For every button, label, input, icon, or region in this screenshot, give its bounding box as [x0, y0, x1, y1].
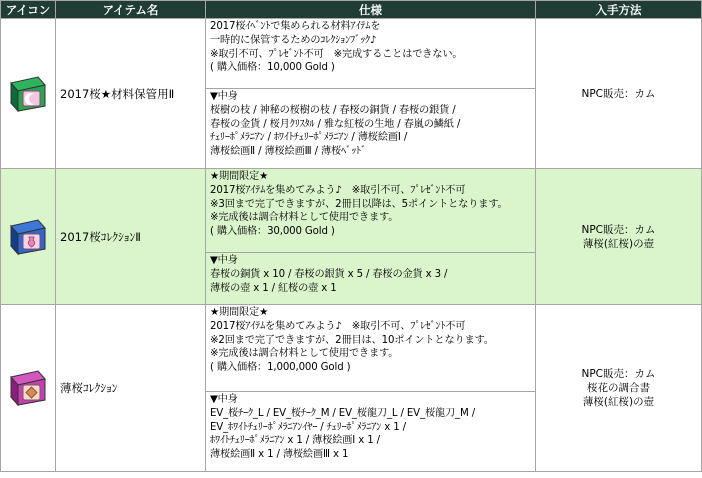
contents-line: ▼中身 [210, 91, 238, 102]
header-icon: アイコン [1, 1, 56, 19]
spec-line: ★期間限定★ [210, 307, 269, 318]
item-icon-cell [1, 19, 56, 169]
spec-line: ※完成後は調合材料として使用できます。 [210, 212, 399, 224]
acquisition-line: 桜花の調合書 [587, 382, 650, 394]
spec-line: ※3回まで完了できますが、2冊目以降は、5ポイントとなります。 [210, 198, 508, 210]
spec-line: 2017桜ｱｲﾃﾑを集めてみよう♪ ※取引不可、ﾌﾟﾚｾﾞﾝﾄ不可 [210, 184, 466, 196]
acquisition-line: 薄桜(紅桜)の壺 [582, 237, 655, 250]
contents-line: 桜樹の枝 / 神秘の桜樹の枝 / 春桜の銅貨 / 春桜の銀貨 / [210, 104, 456, 116]
item-row-3 [1, 305, 702, 392]
item-acquisition [536, 169, 702, 305]
purple-book-icon [8, 367, 48, 409]
item-icon-cell [1, 169, 56, 305]
contents-line: 薄桜の壺 x 1 / 紅桜の壺 x 1 [210, 282, 337, 294]
contents-line: 薄桜絵画Ⅱ x 1 / 薄桜絵画Ⅲ x 1 [210, 449, 349, 461]
item-name: 薄桜ｺﾚｸｼｮﾝ [56, 305, 206, 472]
contents-line: 春桜の銅貨 x 10 / 春桜の銀貨 x 5 / 春桜の金貨 x 3 / [210, 268, 448, 280]
item-acquisition [536, 305, 702, 472]
acquisition-line: NPC販売：カム [581, 87, 656, 100]
item-acquisition [536, 19, 702, 169]
item-icon-cell [1, 305, 56, 472]
spec-line: ※完成後は調合材料として使用できます。 [210, 348, 399, 360]
spec-line: ★期間限定★ [210, 171, 269, 182]
blue-book-icon [8, 216, 48, 258]
item-spec [206, 305, 536, 392]
contents-line: 春桜の金貨 / 桜月ｸﾘｽﾀﾙ / 雅な紅桜の生地 / 春嵐の鱗紙 / [210, 118, 461, 130]
spec-line: ※2回まで完了できますが、2冊目は、10ポイントとなります。 [210, 334, 494, 346]
spec-line: ( 購入価格：10,000 Gold ) [210, 62, 335, 74]
contents-line: ﾎﾜｲﾄﾁｪﾘｰﾎﾟﾒﾗﾆｱﾝ x 1 / 薄桜絵画Ⅰ x 1 / [210, 435, 380, 447]
contents-line: ▼中身 [210, 394, 238, 405]
spec-line: 2017桜ｲﾍﾞﾝﾄで集められる材料ｱｲﾃﾑを [210, 21, 381, 32]
spec-line: ( 購入価格：1,000,000 Gold ) [210, 362, 351, 374]
header-acquisition: 入手方法 [536, 1, 702, 19]
spec-line: 一時的に保管するためのｺﾚｸｼｮﾝﾌﾞｯｸ♪ [210, 34, 377, 46]
item-spec [206, 169, 536, 253]
item-name: 2017桜★材料保管用Ⅱ [56, 19, 206, 169]
item-contents [206, 89, 536, 169]
header-spec: 仕様 [206, 1, 536, 19]
item-row-1 [1, 19, 702, 89]
item-row-2 [1, 169, 702, 253]
item-contents [206, 253, 536, 305]
header-row [1, 1, 702, 19]
acquisition-line: NPC販売：カム [581, 223, 656, 236]
spec-line: ※取引不可、ﾌﾟﾚｾﾞﾝﾄ不可 ※完成することはできない。 [210, 48, 463, 60]
header-item-name: アイテム名 [56, 1, 206, 19]
item-spec [206, 19, 536, 89]
contents-line: ▼中身 [210, 255, 238, 266]
acquisition-line: NPC販売：カム [581, 368, 656, 380]
contents-line: 薄桜絵画Ⅱ / 薄桜絵画Ⅲ / 薄桜ﾍﾞｯﾄﾞ [210, 146, 367, 158]
acquisition-line: 薄桜(紅桜)の壺 [582, 396, 655, 408]
green-book-icon [8, 73, 48, 115]
contents-line: EV_ﾎﾜｲﾄﾁｪﾘｰﾎﾟﾒﾗﾆｱﾝｲﾔｰ / ﾁｪﾘｰﾎﾟﾒﾗﾆｱﾝ x 1 / [210, 421, 406, 433]
item-name: 2017桜ｺﾚｸｼｮﾝⅡ [56, 169, 206, 305]
contents-line: EV_桜ﾁｰｸ_L / EV_桜ﾁｰｸ_M / EV_桜龍刀_L / EV_桜龍刀_M / [210, 407, 476, 419]
spec-line: ( 購入価格：30,000 Gold ) [210, 226, 335, 238]
contents-line: ﾁｪﾘｰﾎﾟﾒﾗﾆｱﾝ / ﾎﾜｲﾄﾁｪﾘｰﾎﾟﾒﾗﾆｱﾝ / 薄桜絵画Ⅰ / [210, 132, 408, 144]
spec-line: 2017桜ｱｲﾃﾑを集めてみよう♪ ※取引不可、ﾌﾟﾚｾﾞﾝﾄ不可 [210, 320, 466, 332]
item-contents [206, 392, 536, 472]
